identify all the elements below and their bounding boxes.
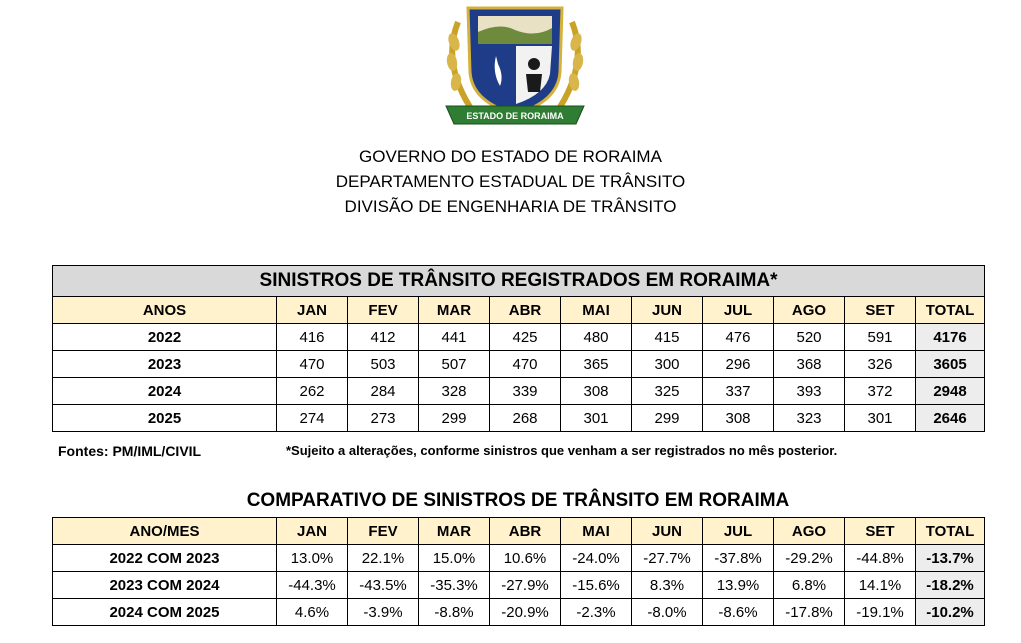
- table-cell: 262: [277, 378, 348, 405]
- table-cell: -35.3%: [419, 572, 490, 599]
- total-cell: 2646: [916, 405, 985, 432]
- row-label: 2022: [53, 324, 277, 351]
- table-cell: 299: [632, 405, 703, 432]
- table-cell: 441: [419, 324, 490, 351]
- table-row: [53, 572, 985, 599]
- header-line-1: GOVERNO DO ESTADO DE RORAIMA: [359, 147, 662, 166]
- table-row: [53, 351, 985, 378]
- table-cell: 326: [845, 351, 916, 378]
- table-cell: 308: [703, 405, 774, 432]
- table-cell: -19.1%: [845, 599, 916, 626]
- table-cell: 22.1%: [348, 545, 419, 572]
- table-cell: 337: [703, 378, 774, 405]
- footnote: *Sujeito a alterações, conforme sinistros que venham a ser registrados no mês posterior.: [286, 443, 838, 458]
- total-cell: -18.2%: [916, 572, 985, 599]
- table-cell: 4.6%: [277, 599, 348, 626]
- table-cell: 393: [774, 378, 845, 405]
- column-header: JUL: [703, 518, 774, 545]
- table-cell: 325: [632, 378, 703, 405]
- table-cell: 425: [490, 324, 561, 351]
- logo-banner-text: ESTADO DE RORAIMA: [466, 111, 564, 121]
- comparison-table: [52, 517, 985, 626]
- column-header: JAN: [277, 518, 348, 545]
- row-label: 2024 COM 2025: [53, 599, 277, 626]
- total-cell: 2948: [916, 378, 985, 405]
- table-cell: 284: [348, 378, 419, 405]
- table-cell: 268: [490, 405, 561, 432]
- table-cell: 368: [774, 351, 845, 378]
- comparison-title: COMPARATIVO DE SINISTROS DE TRÂNSITO EM RORAIMA: [246, 490, 790, 511]
- table-cell: 591: [845, 324, 916, 351]
- table-cell: 6.8%: [774, 572, 845, 599]
- roraima-coat-of-arms: [440, 2, 590, 134]
- column-header: FEV: [348, 297, 419, 324]
- column-header: MAI: [561, 518, 632, 545]
- row-label: 2023 COM 2024: [53, 572, 277, 599]
- table-cell: 372: [845, 378, 916, 405]
- header-block: [0, 144, 1021, 219]
- table-cell: 274: [277, 405, 348, 432]
- column-header: SET: [845, 297, 916, 324]
- total-cell: -13.7%: [916, 545, 985, 572]
- table-cell: 503: [348, 351, 419, 378]
- row-label: 2022 COM 2023: [53, 545, 277, 572]
- column-header: MAI: [561, 297, 632, 324]
- column-header: SET: [845, 518, 916, 545]
- total-cell: 3605: [916, 351, 985, 378]
- table-header-row: [53, 297, 985, 324]
- total-cell: 4176: [916, 324, 985, 351]
- table-cell: 301: [561, 405, 632, 432]
- table-cell: 470: [490, 351, 561, 378]
- table-cell: 308: [561, 378, 632, 405]
- table-cell: 323: [774, 405, 845, 432]
- table-cell: 507: [419, 351, 490, 378]
- column-header: TOTAL: [916, 518, 985, 545]
- table-cell: 273: [348, 405, 419, 432]
- table-cell: 299: [419, 405, 490, 432]
- table-cell: -8.0%: [632, 599, 703, 626]
- row-label: 2024: [53, 378, 277, 405]
- table-cell: 415: [632, 324, 703, 351]
- table-cell: -43.5%: [348, 572, 419, 599]
- row-label: 2025: [53, 405, 277, 432]
- total-cell: -10.2%: [916, 599, 985, 626]
- table-cell: 476: [703, 324, 774, 351]
- table-cell: 412: [348, 324, 419, 351]
- table-cell: -24.0%: [561, 545, 632, 572]
- table-header-row: [53, 518, 985, 545]
- table-cell: 13.0%: [277, 545, 348, 572]
- header-line-2: DEPARTAMENTO ESTADUAL DE TRÂNSITO: [335, 172, 686, 191]
- table-cell: 8.3%: [632, 572, 703, 599]
- table-cell: 480: [561, 324, 632, 351]
- column-header: ABR: [490, 518, 561, 545]
- column-header: ABR: [490, 297, 561, 324]
- row-label: 2023: [53, 351, 277, 378]
- table-title: SINISTROS DE TRÂNSITO REGISTRADOS EM RORAIMA*: [53, 266, 985, 297]
- column-header: ANOS: [53, 297, 277, 324]
- table-cell: -20.9%: [490, 599, 561, 626]
- column-header: FEV: [348, 518, 419, 545]
- column-header: JUN: [632, 297, 703, 324]
- table-title-row: [53, 266, 985, 297]
- table-cell: -17.8%: [774, 599, 845, 626]
- table-cell: -8.6%: [703, 599, 774, 626]
- table-cell: -15.6%: [561, 572, 632, 599]
- column-header: JUN: [632, 518, 703, 545]
- table-row: [53, 378, 985, 405]
- column-header: AGO: [774, 518, 845, 545]
- table-cell: -3.9%: [348, 599, 419, 626]
- column-header: TOTAL: [916, 297, 985, 324]
- table-cell: 301: [845, 405, 916, 432]
- table-cell: -27.7%: [632, 545, 703, 572]
- table-cell: -8.8%: [419, 599, 490, 626]
- header-line-3: DIVISÃO DE ENGENHARIA DE TRÂNSITO: [344, 197, 677, 216]
- table-cell: 520: [774, 324, 845, 351]
- table-cell: 296: [703, 351, 774, 378]
- sinistros-table: [52, 265, 985, 432]
- table-cell: 14.1%: [845, 572, 916, 599]
- table-cell: 365: [561, 351, 632, 378]
- column-header: MAR: [419, 297, 490, 324]
- table-cell: -44.3%: [277, 572, 348, 599]
- column-header: AGO: [774, 297, 845, 324]
- table-cell: 328: [419, 378, 490, 405]
- table-row: [53, 545, 985, 572]
- table-cell: -2.3%: [561, 599, 632, 626]
- column-header: MAR: [419, 518, 490, 545]
- table-cell: 15.0%: [419, 545, 490, 572]
- column-header: JAN: [277, 297, 348, 324]
- table-cell: 10.6%: [490, 545, 561, 572]
- table-cell: 416: [277, 324, 348, 351]
- column-header: ANO/MES: [53, 518, 277, 545]
- column-header: JUL: [703, 297, 774, 324]
- table-cell: -44.8%: [845, 545, 916, 572]
- table-row: [53, 324, 985, 351]
- table-cell: 300: [632, 351, 703, 378]
- sources-note: Fontes: PM/IML/CIVIL: [58, 443, 202, 459]
- table-row: [53, 599, 985, 626]
- table-cell: 339: [490, 378, 561, 405]
- table-cell: -27.9%: [490, 572, 561, 599]
- table-cell: -29.2%: [774, 545, 845, 572]
- table-cell: 13.9%: [703, 572, 774, 599]
- table-cell: -37.8%: [703, 545, 774, 572]
- table-row: [53, 405, 985, 432]
- table-cell: 470: [277, 351, 348, 378]
